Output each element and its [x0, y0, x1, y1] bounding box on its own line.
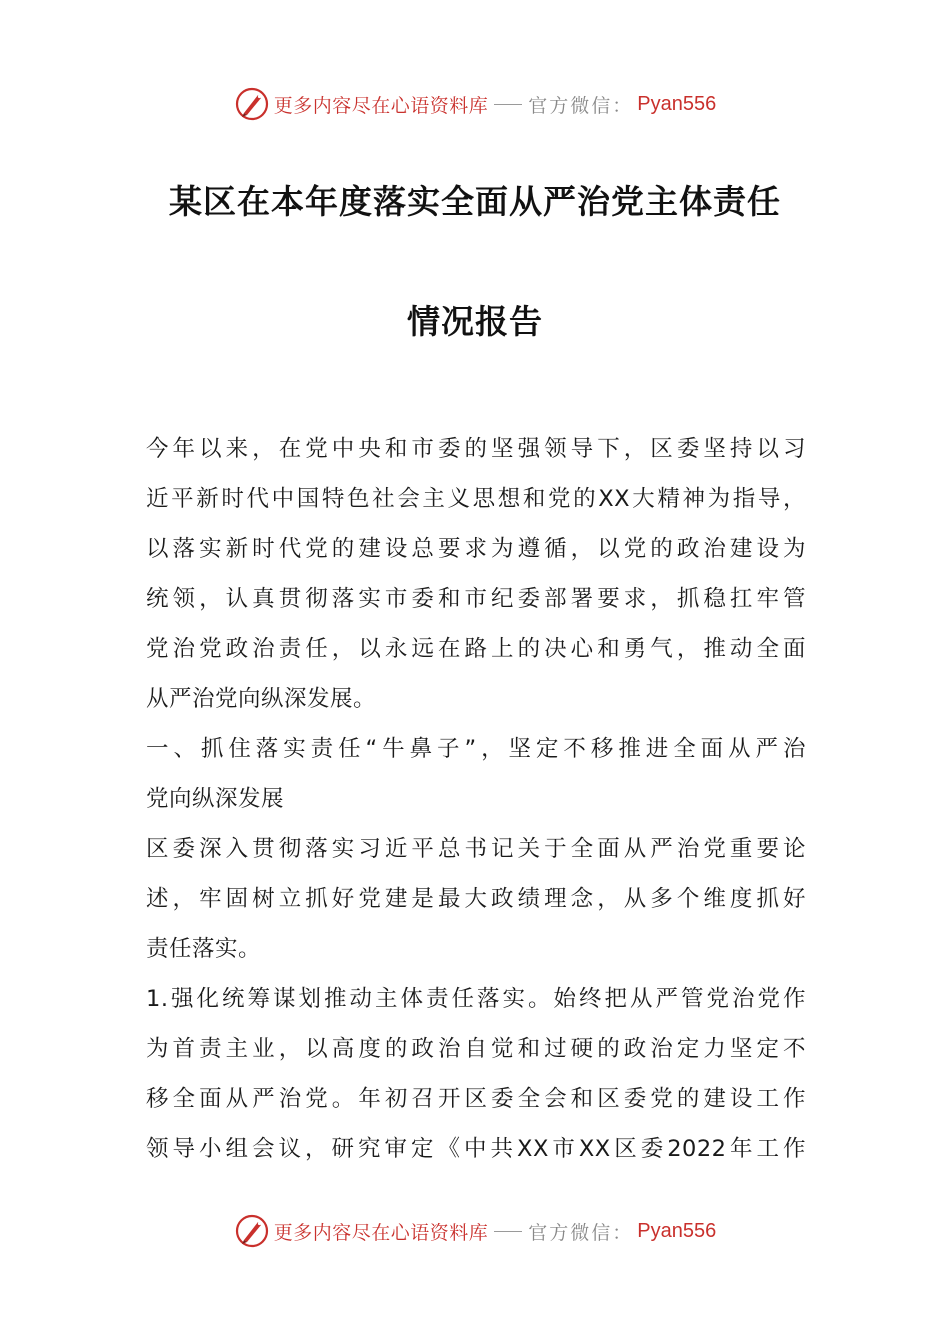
- body-line: 1.强化统筹谋划推动主体责任落实。始终把从严管党治党作: [146, 986, 806, 1012]
- section-heading-line: 党向纵深发展: [146, 786, 285, 812]
- footer-watermark: [0, 1211, 950, 1251]
- watermark-text: 更多内容尽在心语资料库: [273, 94, 489, 117]
- body-line: 为首责主业，以高度的政治自觉和过硬的政治定力坚定不: [146, 1036, 806, 1062]
- section-heading-line: 一、抓住落实责任“牛鼻子”，坚定不移推进全面从严治: [146, 736, 806, 762]
- header-watermark: [0, 84, 950, 124]
- watermark-dash: [494, 1231, 522, 1232]
- pen-logo-icon: [234, 1213, 270, 1249]
- pen-logo-icon: [234, 86, 270, 122]
- watermark-wechat-id: Pyan556: [637, 92, 717, 115]
- document-title-line-1: 某区在本年度落实全面从严治党主体责任: [169, 182, 781, 221]
- watermark-label: 官方微信：: [528, 1221, 634, 1244]
- watermark-wechat-id: Pyan556: [637, 1219, 717, 1242]
- body-line: 以落实新时代党的建设总要求为遵循，以党的政治建设为: [146, 536, 806, 562]
- body-line: 述，牢固树立抓好党建是最大政绩理念，从多个维度抓好: [146, 886, 806, 912]
- body-line: 移全面从严治党。年初召开区委全会和区委党的建设工作: [146, 1086, 806, 1112]
- body-line: 领导小组会议，研究审定《中共XX市XX区委2022年工作: [146, 1136, 806, 1162]
- document-body: [146, 424, 806, 1174]
- watermark-label: 官方微信：: [528, 94, 634, 117]
- body-line: 区委深入贯彻落实习近平总书记关于全面从严治党重要论: [146, 836, 806, 862]
- body-line: 统领，认真贯彻落实市委和市纪委部署要求，抓稳扛牢管: [146, 586, 806, 612]
- body-line: 今年以来，在党中央和市委的坚强领导下，区委坚持以习: [146, 436, 806, 462]
- document-title-line-2: 情况报告: [407, 302, 543, 341]
- body-line: 责任落实。: [146, 936, 262, 962]
- body-line: 党治党政治责任，以永远在路上的决心和勇气，推动全面: [146, 636, 806, 662]
- body-line: 从严治党向纵深发展。: [146, 686, 377, 712]
- body-line: 近平新时代中国特色社会主义思想和党的XX大精神为指导，: [146, 486, 806, 512]
- watermark-text: 更多内容尽在心语资料库: [273, 1221, 489, 1244]
- watermark-dash: [494, 104, 522, 105]
